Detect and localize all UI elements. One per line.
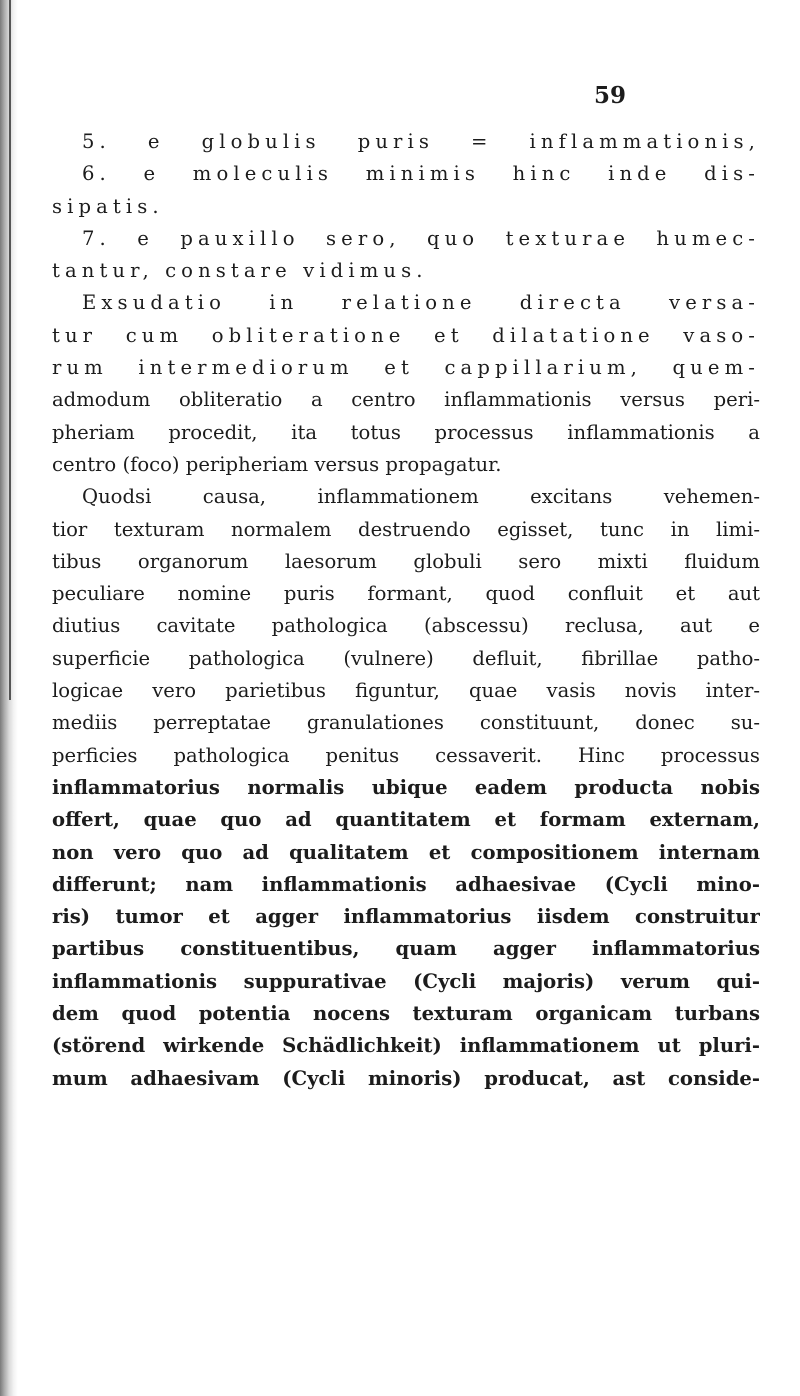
- text-line: tantur, constare vidimus.: [52, 259, 428, 283]
- text-line: 7. e pauxillo sero, quo texturae humec-: [82, 226, 760, 250]
- text-line: tibus organorum laesorum globuli sero mixti fluidum: [52, 549, 760, 573]
- text-line: perficies pathologica penitus cessaverit. Hinc processus: [52, 743, 760, 767]
- text-line: tur cum obliteratione et dilatatione vaso-: [52, 323, 760, 347]
- page-number: 59: [593, 82, 626, 109]
- text-line: inflammationis suppurativae (Cycli majoris) verum qui-: [52, 969, 760, 993]
- text-line: non vero quo ad qualitatem et compositionem internam: [52, 840, 760, 864]
- text-line: partibus constituentibus, quam agger inflammatorius: [52, 937, 760, 961]
- body-text: [52, 126, 760, 1095]
- text-line: pheriam procedit, ita totus processus inflammationis a: [52, 420, 760, 444]
- text-line: rum intermediorum et cappillarium, quem-: [52, 356, 760, 380]
- text-line: inflammatorius normalis ubique eadem producta nobis: [52, 775, 760, 799]
- text-line: 5. e globulis puris = inflammationis,: [82, 130, 760, 153]
- text-line: peculiare nomine puris formant, quod confluit et aut: [52, 582, 760, 606]
- text-line: admodum obliteratio a centro inflammationis versus peri-: [52, 388, 760, 412]
- text-line: mediis perreptatae granulationes constituunt, donec su-: [52, 711, 760, 735]
- text-line: centro (foco) peripheriam versus propagatur.: [52, 452, 502, 476]
- book-spine-shadow: [0, 0, 18, 1396]
- text-line: ris) tumor et agger inflammatorius iisdem construitur: [52, 905, 760, 929]
- text-line: differunt; nam inflammationis adhaesivae (Cycli mino-: [52, 872, 760, 896]
- text-line: logicae vero parietibus figuntur, quae vasis novis inter-: [52, 679, 760, 703]
- text-line: Exsudatio in relatione directa versa-: [82, 291, 760, 315]
- text-line: superficie pathologica (vulnere) defluit, fibrillae patho-: [52, 646, 760, 670]
- text-line: diutius cavitate pathologica (abscessu) reclusa, aut e: [52, 614, 760, 638]
- text-line: sipatis.: [52, 194, 164, 218]
- text-line: offert, quae quo ad quantitatem et formam externam,: [52, 808, 760, 832]
- text-line: dem quod potentia nocens texturam organicam turbans: [52, 1002, 760, 1026]
- text-line: (störend wirkende Schädlichkeit) inflammationem ut pluri-: [52, 1034, 760, 1058]
- text-line: Quodsi causa, inflammationem excitans vehemen-: [82, 485, 760, 509]
- text-line: mum adhaesivam (Cycli minoris) producat, ast conside-: [52, 1066, 760, 1090]
- text-line: tior texturam normalem destruendo egisset, tunc in limi-: [52, 517, 760, 541]
- spine-edge-line: [9, 0, 11, 700]
- text-line: 6. e moleculis minimis hinc inde dis-: [82, 162, 760, 186]
